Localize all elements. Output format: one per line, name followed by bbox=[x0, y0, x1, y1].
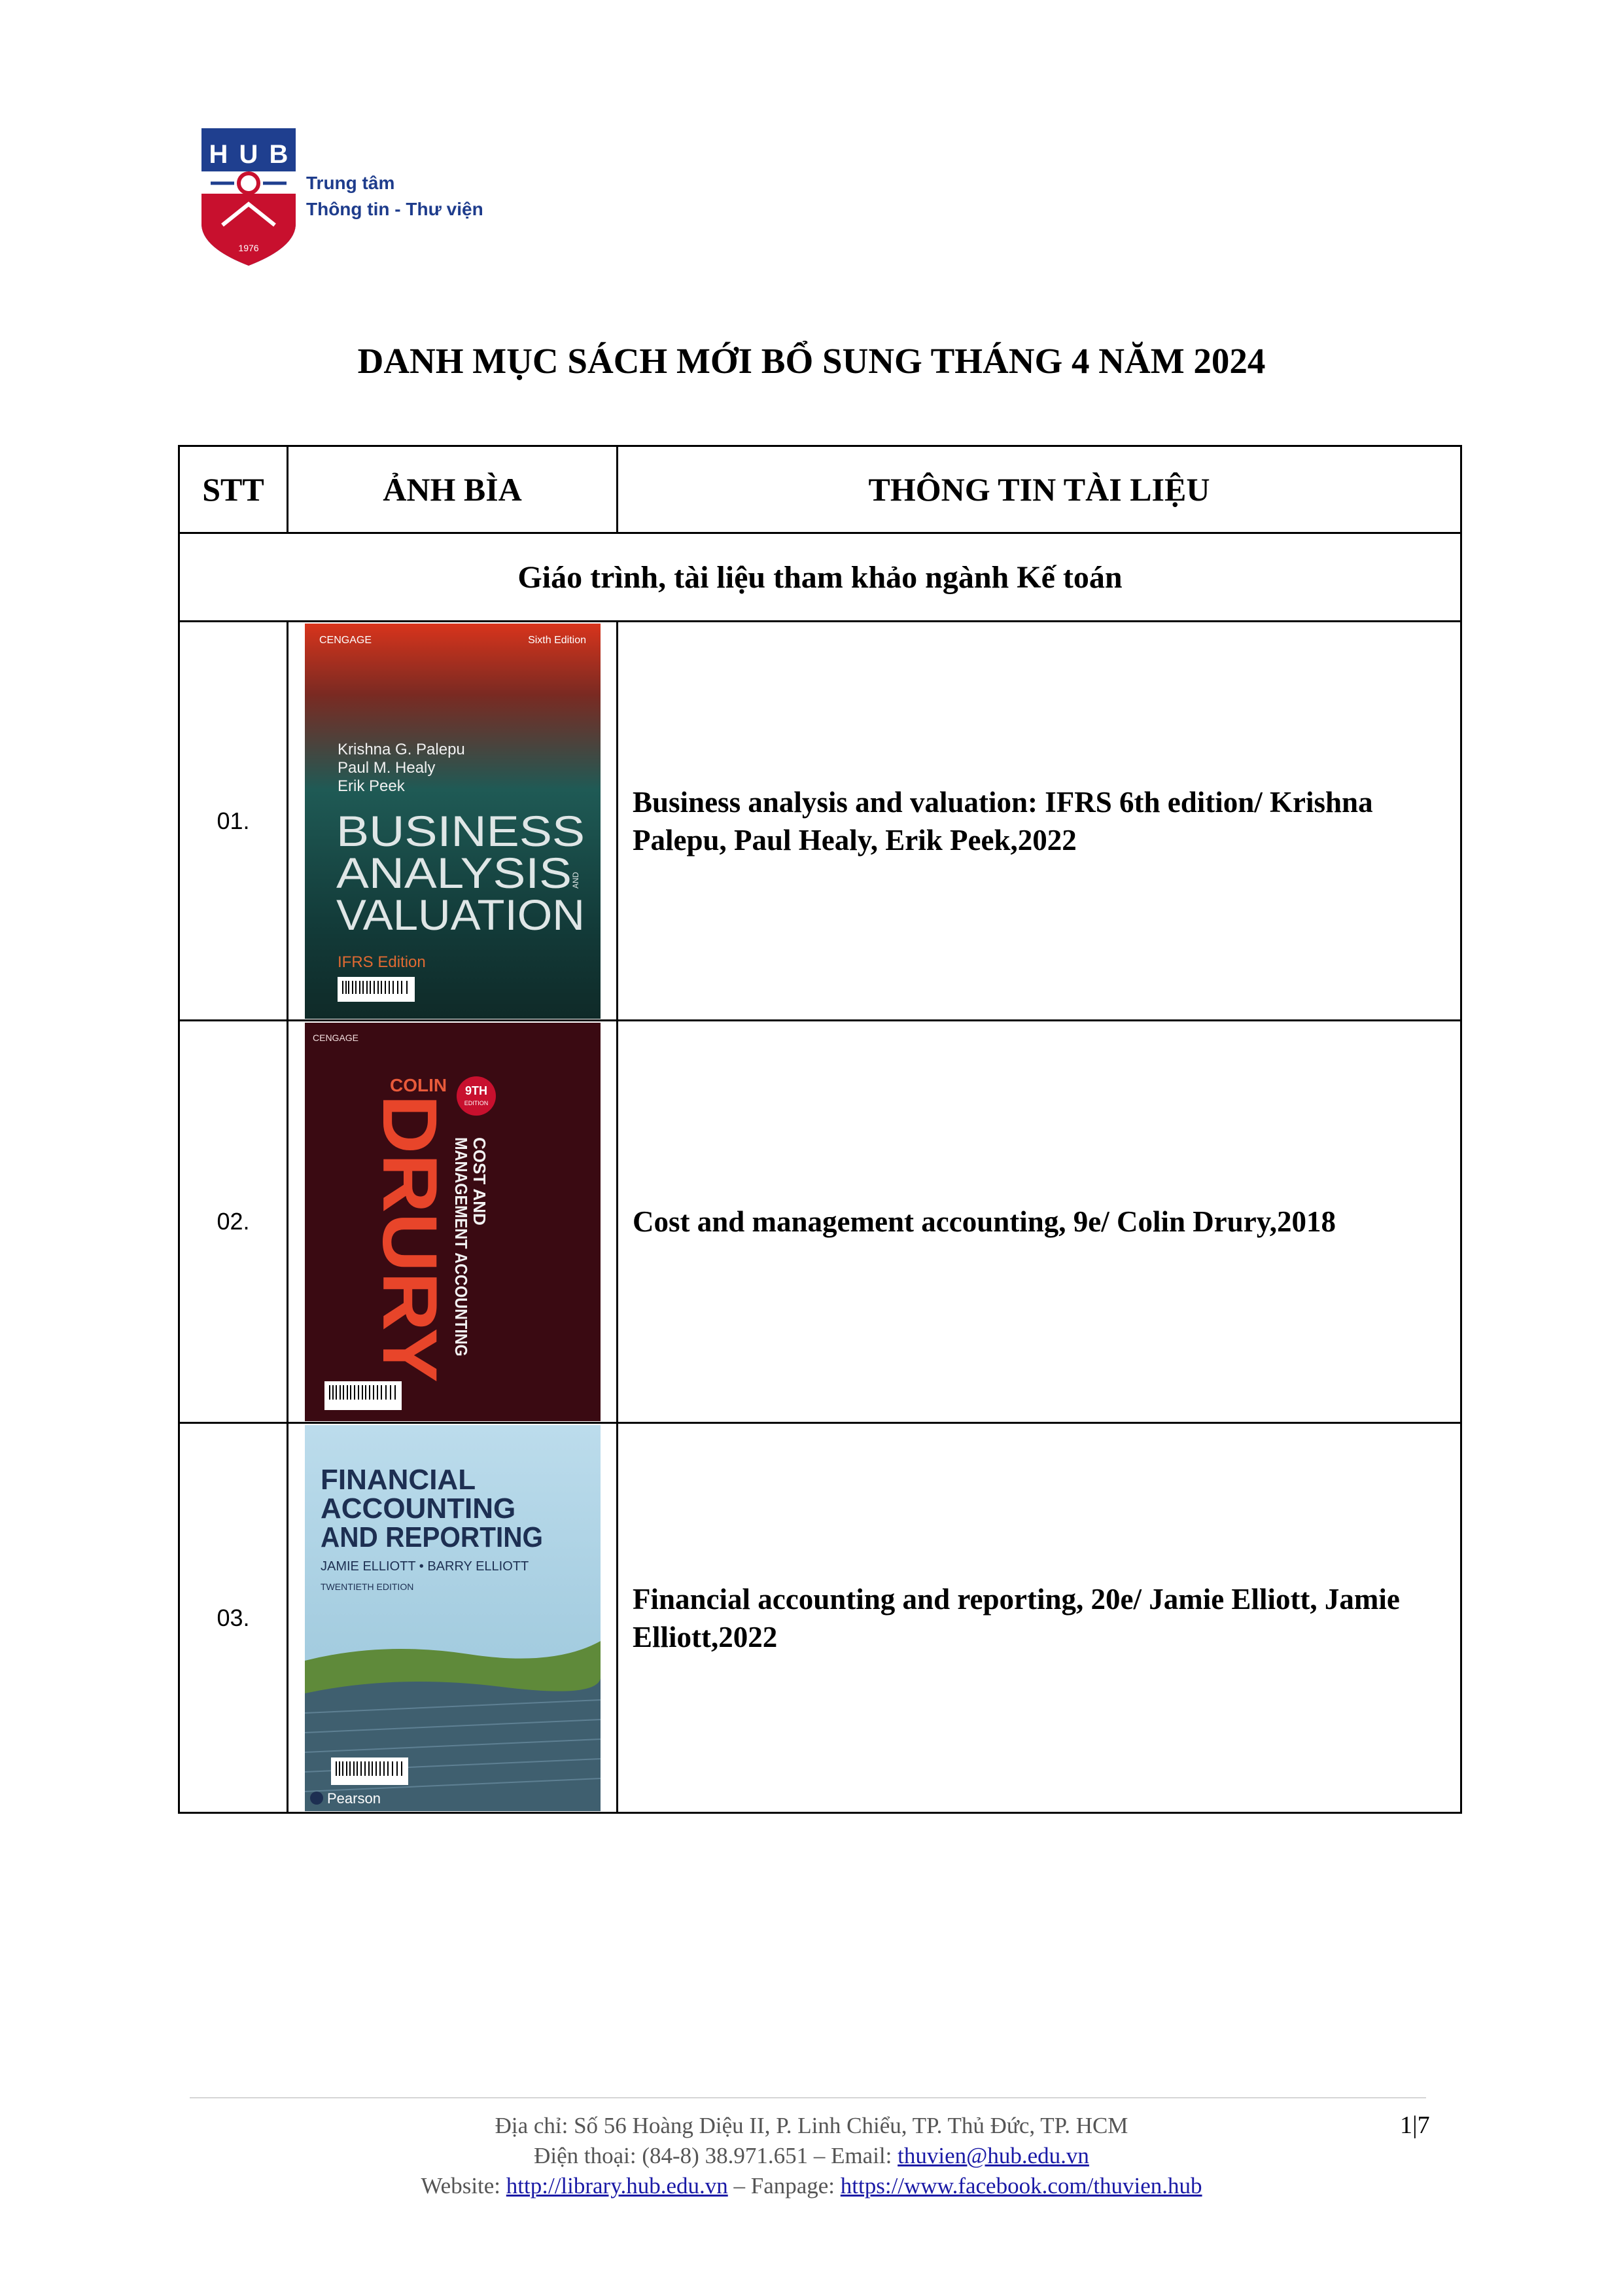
book-cover-drury bbox=[305, 1023, 601, 1421]
logo-letter-b: B bbox=[269, 140, 288, 169]
cover-publisher: Pearson bbox=[327, 1790, 381, 1807]
footer-web bbox=[0, 2171, 1623, 2201]
cover-author-3: Erik Peek bbox=[338, 777, 405, 795]
book-info: Cost and management accounting, 9e/ Colin Drury,2018 bbox=[618, 1021, 1461, 1423]
library-logo bbox=[196, 127, 504, 268]
logo-year: 1976 bbox=[238, 243, 259, 253]
header-stt: STT bbox=[179, 446, 288, 533]
cover-author-last: DRURY bbox=[366, 1094, 453, 1366]
cover-title-line3: AND REPORTING bbox=[321, 1521, 543, 1553]
section-row bbox=[179, 533, 1461, 622]
table-row bbox=[179, 1423, 1461, 1813]
table-row bbox=[179, 622, 1461, 1021]
logo-letter-h: H bbox=[209, 140, 228, 169]
cover-author-1: Krishna G. Palepu bbox=[338, 740, 465, 758]
cover-publisher: CENGAGE bbox=[319, 634, 372, 646]
cover-title-line3: VALUATION bbox=[336, 890, 585, 939]
footer-address: Địa chỉ: Số 56 Hoàng Diệu II, P. Linh Chiểu, TP. Thủ Đức, TP. HCM bbox=[495, 2113, 1128, 2138]
cover-author-first: COLIN bbox=[390, 1074, 447, 1095]
cover-title-line1: COST AND bbox=[470, 1137, 489, 1226]
page-footer bbox=[0, 2111, 1623, 2201]
cover-title-line2: ANALYSIS bbox=[336, 848, 572, 897]
book-cover-cell bbox=[288, 622, 618, 1021]
table-header-row bbox=[179, 446, 1461, 533]
table-row bbox=[179, 1021, 1461, 1423]
cover-author-2: Paul M. Healy bbox=[338, 758, 436, 777]
book-cover-financial-accounting bbox=[305, 1425, 601, 1811]
row-number: 01. bbox=[179, 622, 288, 1021]
book-catalog-table bbox=[178, 445, 1462, 1814]
header-info: THÔNG TIN TÀI LIỆU bbox=[618, 446, 1461, 533]
hub-shield-icon bbox=[196, 127, 301, 268]
footer-contact bbox=[0, 2141, 1623, 2171]
book-info: Business analysis and valuation: IFRS 6th edition/ Krishna Palepu, Paul Healy, Erik Peek,2022 bbox=[618, 622, 1461, 1021]
page-title: DANH MỤC SÁCH MỚI BỔ SUNG THÁNG 4 NĂM 2024 bbox=[357, 341, 1266, 381]
book-info: Financial accounting and reporting, 20e/ Jamie Elliott, Jamie Elliott,2022 bbox=[618, 1423, 1461, 1813]
cover-and-word: AND bbox=[571, 872, 580, 889]
website-link[interactable]: http://library.hub.edu.vn bbox=[506, 2173, 728, 2199]
org-name-line1: Trung tâm bbox=[306, 173, 395, 193]
cover-edition-word: EDITION bbox=[464, 1099, 489, 1106]
section-title: Giáo trình, tài liệu tham khảo ngành Kế toán bbox=[179, 533, 1461, 622]
header-cover: ẢNH BÌA bbox=[288, 446, 618, 533]
pearson-logo-icon bbox=[310, 1792, 323, 1805]
cover-title-line1: FINANCIAL bbox=[321, 1463, 476, 1496]
book-cover-cell bbox=[288, 1021, 618, 1423]
book-cover-cell bbox=[288, 1423, 618, 1813]
logo-letter-u: U bbox=[239, 140, 258, 169]
footer-divider bbox=[190, 2097, 1426, 2098]
footer-phone: Điện thoại: (84-8) 38.971.651 – Email: bbox=[534, 2143, 898, 2168]
page-number: 1|7 bbox=[1400, 2111, 1430, 2139]
cover-publisher: CENGAGE bbox=[313, 1032, 359, 1043]
cover-title-line2: MANAGEMENT ACCOUNTING bbox=[451, 1137, 471, 1381]
cover-edition-number: 9TH bbox=[464, 1084, 488, 1097]
fanpage-label: – Fanpage: bbox=[727, 2173, 841, 2199]
fanpage-link[interactable]: https://www.facebook.com/thuvien.hub bbox=[840, 2173, 1202, 2199]
book-cover-business-analysis bbox=[305, 624, 601, 1019]
email-link[interactable]: thuvien@hub.edu.vn bbox=[898, 2143, 1089, 2168]
cover-subtitle: IFRS Edition bbox=[338, 953, 426, 971]
cover-title-line2: ACCOUNTING bbox=[321, 1492, 516, 1525]
cover-authors: JAMIE ELLIOTT • BARRY ELLIOTT bbox=[321, 1559, 529, 1574]
row-number: 03. bbox=[179, 1423, 288, 1813]
org-name-line2: Thông tin - Thư viện bbox=[306, 199, 483, 219]
website-label: Website: bbox=[421, 2173, 506, 2199]
cover-edition: TWENTIETH EDITION bbox=[321, 1581, 414, 1592]
row-number: 02. bbox=[179, 1021, 288, 1423]
cover-title-line1: BUSINESS bbox=[336, 806, 585, 855]
cover-edition: Sixth Edition bbox=[528, 634, 586, 646]
